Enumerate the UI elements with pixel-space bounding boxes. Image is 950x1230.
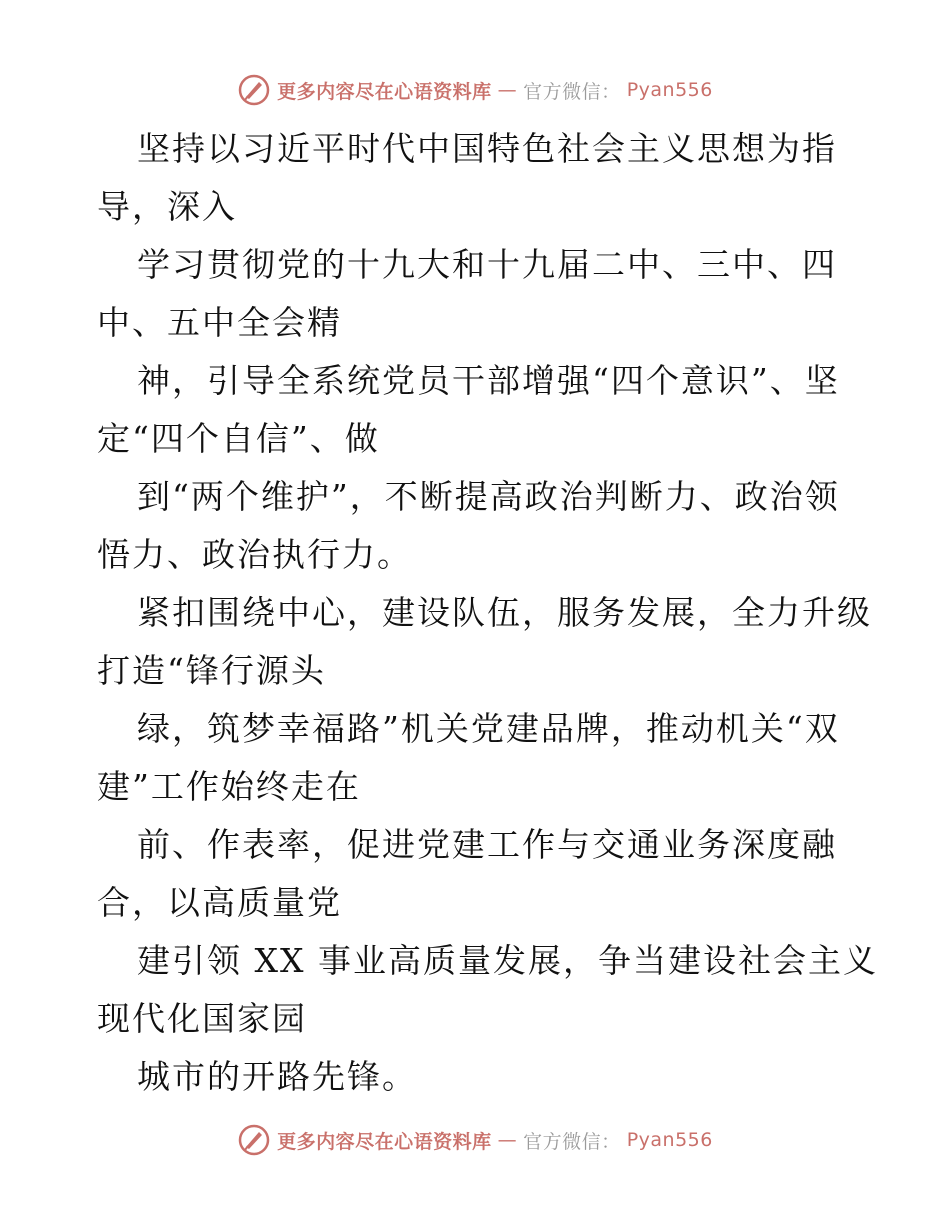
- text-line: 前、作表率，促进党建工作与交通业务深度融: [137, 825, 837, 864]
- banner-dash: —: [497, 1129, 518, 1151]
- banner-wechat-id: Pyan556: [626, 79, 713, 101]
- banner-dash: —: [497, 79, 518, 101]
- text-line: 建引领 XX 事业高质量发展，争当建设社会主义: [137, 941, 878, 980]
- banner-main-text: 更多内容尽在心语资料库: [277, 80, 492, 103]
- document-body: [97, 120, 878, 1106]
- text-line: 导，深入: [97, 187, 237, 226]
- text-line: 城市的开路先锋。: [137, 1057, 417, 1096]
- text-line: 绿，筑梦幸福路”机关党建品牌，推动机关“双: [137, 709, 840, 748]
- footer-watermark: [0, 1120, 950, 1160]
- header-watermark: [0, 70, 950, 110]
- banner-label: 官方微信：: [523, 1130, 621, 1153]
- text-line: 定“四个自信”、做: [97, 419, 380, 458]
- text-line: 悟力、政治执行力。: [97, 535, 412, 574]
- quill-logo-icon: [237, 1123, 271, 1157]
- text-line: 现代化国家园: [97, 999, 307, 1038]
- text-line: 合，以高质量党: [97, 883, 342, 922]
- quill-logo-icon: [237, 73, 271, 107]
- text-line: 坚持以习近平时代中国特色社会主义思想为指: [137, 129, 837, 168]
- text-line: 学习贯彻党的十九大和十九届二中、三中、四: [137, 245, 837, 284]
- text-line: 神，引导全系统党员干部增强“四个意识”、坚: [137, 361, 840, 400]
- text-line: 打造“锋行源头: [97, 651, 326, 690]
- text-line: 紧扣围绕中心，建设队伍，服务发展，全力升级: [137, 593, 872, 632]
- banner-main-text: 更多内容尽在心语资料库: [277, 1130, 492, 1153]
- text-line: 到“两个维护”，不断提高政治判断力、政治领: [137, 477, 840, 516]
- text-line: 中、五中全会精: [97, 303, 342, 342]
- banner-label: 官方微信：: [523, 80, 621, 103]
- text-line: 建”工作始终走在: [97, 767, 361, 806]
- banner-wechat-id: Pyan556: [626, 1129, 713, 1151]
